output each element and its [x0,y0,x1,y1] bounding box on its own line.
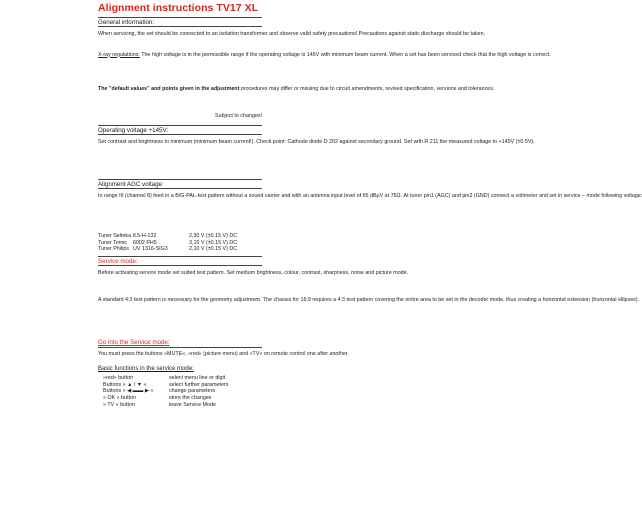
section-heading-general: General information: [98,18,155,26]
section-heading-operating: Operating voltage +145V: [98,126,169,134]
divider [98,347,262,348]
function-key: Buttons » ◀ ▬▬ ▶ « [103,388,154,395]
tuner-model: KS-H-132 [133,233,157,239]
tuner-name: Tuner Philips [98,246,129,253]
functions-table [103,375,263,408]
tuner-model: UV 1316-SIG3 [133,246,168,253]
functions-heading: Basic functions in the service mode: [98,366,194,372]
table-row [103,382,263,389]
service-text-1: Before activating service mode set suited test pattern. Set medium brightness, colour, contrast, sharpness, noise and picture mode. [98,270,409,276]
table-row [98,240,262,247]
default-values-text: procedures may differ or missing due to circuit amendments, revised specification, versions and tolerances. [239,85,495,92]
table-row [103,395,263,402]
tuner-name: Tuner Temic [98,239,128,246]
function-desc: store the changes [169,395,212,402]
function-desc: select menu line or digit [169,375,226,381]
divider [98,134,262,135]
subject-to-changes: Subject to changes! [215,113,262,119]
function-desc: leave Service Mode [169,401,216,408]
function-key: »red« button [103,375,134,381]
tuner-voltage: 3,15 V (±0.15 V) DC [189,239,238,246]
divider [98,188,262,189]
table-row [103,375,263,382]
tuner-voltage: 2,10 V (±0.15 V) DC [189,246,238,253]
table-row [103,402,263,409]
function-desc: select further parameters [169,381,229,388]
section-heading-service: Service mode: [98,257,138,265]
page-title: Alignment instructions TV17 XL [98,2,259,14]
tuner-voltage: 2,30 V (±0.15 V) DC [189,233,238,239]
table-row [98,233,262,240]
function-key: » TV « button [103,401,135,408]
tuner-name: Tuner Selteka [98,233,132,239]
function-key: » OK « button [103,395,136,402]
default-values-bold: The "default values" and points given in the adjustment [98,85,240,92]
xray-paragraph [98,51,551,59]
table-row [103,388,263,395]
tuner-model: 6002 PH5 [133,239,157,246]
section-heading-agc: Alignment AGC voltage: [98,180,164,188]
agc-text: In range III (channel 8) feed in a B/G-PAL-test pattern without a sound carrier and with an antenna input level of 65 dBμV at 75Ω. At tuner pin1 (AGC) and pin2 (GND) connect a voltmeter and set in service – mode following voltage: [98,193,642,199]
table-row [98,246,262,253]
function-desc: change parameters [169,388,216,395]
service-text-3: You must press the buttons »MUTE«, »red« (picture menu) and »TV« on remote control one after another. [98,351,349,357]
divider [98,26,262,27]
general-intro: When servicing, the set should be connected to an isolation transformer and observe valid safety precautions! Precautions against static discharge should be taken. [98,31,486,37]
service-entry-heading: Go into the Service mode: [98,339,170,346]
divider [98,265,262,266]
operating-text: Set contrast and brightness to minimum (minimum beam current!). Check point: Cathode diode D 202 against secondary ground. Set with R 211 the measured voltage to +145V (±0.5V). [98,139,535,145]
xray-text: The high voltage is in the permissible range if the operating voltage is 145V with minimum beam current. When a set has been serviced check that the high voltage is correct. [139,51,551,58]
service-text-2: A standard 4:3 test pattern is necessary for the geometry adjustment. The chassis for 16:9 requires a 4:3 test pattern covering the entire area to be set in the decoder mode, thus creating a horizontal extension (horizontal ellipses). [98,297,640,303]
default-values-paragraph [98,85,495,93]
xray-label: X-ray regulations: [98,51,140,58]
tuner-table [98,233,262,253]
function-key: Buttons » ▲ / ▼ « [103,381,147,388]
